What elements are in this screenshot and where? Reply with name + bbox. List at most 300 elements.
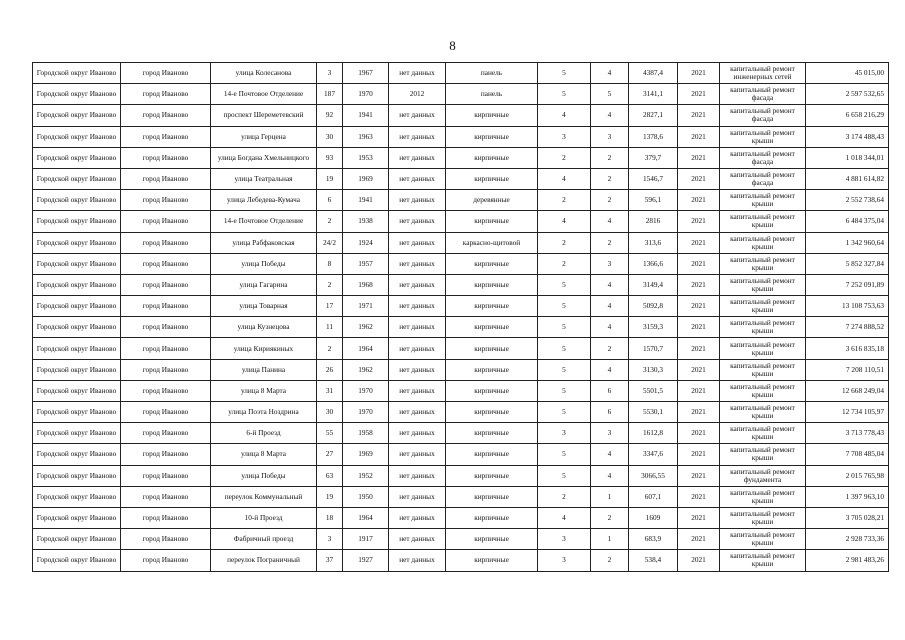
area-cell: 3130,3 [629,359,678,380]
municipality-cell: Городской округ Иваново [33,402,121,423]
year-built-cell: 1958 [343,423,389,444]
area-cell: 1570,7 [629,338,678,359]
wall-material-cell: каркасно-щитовой [446,232,538,253]
municipality-cell: Городской округ Иваново [33,529,121,550]
repair-year-cell: 2021 [678,423,720,444]
area-cell: 379,7 [629,147,678,168]
house-number-cell: 19 [317,168,343,189]
area-cell: 5092,8 [629,296,678,317]
cost-cell: 2 552 738,64 [806,190,889,211]
municipality-cell: Городской округ Иваново [33,126,121,147]
municipality-cell: Городской округ Иваново [33,317,121,338]
street-cell: улица 8 Марта [211,444,317,465]
cost-cell: 7 208 110,51 [806,359,889,380]
floors-cell: 2 [538,190,591,211]
wall-material-cell: кирпичные [446,274,538,295]
city-cell: город Иваново [121,444,211,465]
reconstruction-year-cell: нет данных [389,338,446,359]
cost-cell: 2 597 532,65 [806,84,889,105]
wall-material-cell: кирпичные [446,253,538,274]
table-row [33,63,889,84]
table-row [33,507,889,528]
table-row [33,423,889,444]
year-built-cell: 1952 [343,465,389,486]
repair-year-cell: 2021 [678,507,720,528]
city-cell: город Иваново [121,105,211,126]
table-row [33,190,889,211]
reconstruction-year-cell: нет данных [389,126,446,147]
reconstruction-year-cell: нет данных [389,444,446,465]
repair-year-cell: 2021 [678,380,720,401]
municipality-cell: Городской округ Иваново [33,380,121,401]
city-cell: город Иваново [121,274,211,295]
house-number-cell: 6 [317,190,343,211]
street-cell: улица Богдана Хмельницкого [211,147,317,168]
repair-year-cell: 2021 [678,126,720,147]
street-cell: переулок Пограничный [211,550,317,571]
entrances-cell: 2 [591,507,629,528]
floors-cell: 5 [538,465,591,486]
table-row [33,380,889,401]
work-type-cell: капитальный ремонт фундамента [720,465,806,486]
table-row [33,168,889,189]
municipality-cell: Городской округ Иваново [33,253,121,274]
cost-cell: 5 852 327,84 [806,253,889,274]
table-row [33,147,889,168]
reconstruction-year-cell: нет данных [389,423,446,444]
municipality-cell: Городской округ Иваново [33,274,121,295]
area-cell: 596,1 [629,190,678,211]
house-number-cell: 63 [317,465,343,486]
cost-cell: 3 713 778,43 [806,423,889,444]
street-cell: улица Поэта Ноздрина [211,402,317,423]
cost-cell: 2 928 733,36 [806,529,889,550]
reconstruction-year-cell: нет данных [389,168,446,189]
entrances-cell: 2 [591,147,629,168]
work-type-cell: капитальный ремонт крыши [720,550,806,571]
municipality-cell: Городской округ Иваново [33,190,121,211]
repair-year-cell: 2021 [678,253,720,274]
city-cell: город Иваново [121,402,211,423]
house-number-cell: 27 [317,444,343,465]
reconstruction-year-cell: нет данных [389,359,446,380]
year-built-cell: 1941 [343,105,389,126]
house-number-cell: 31 [317,380,343,401]
area-cell: 313,6 [629,232,678,253]
work-type-cell: капитальный ремонт крыши [720,296,806,317]
street-cell: улица Гагарина [211,274,317,295]
entrances-cell: 1 [591,529,629,550]
work-type-cell: капитальный ремонт крыши [720,359,806,380]
area-cell: 1378,6 [629,126,678,147]
table-row [33,529,889,550]
table-row [33,338,889,359]
floors-cell: 3 [538,423,591,444]
entrances-cell: 3 [591,126,629,147]
city-cell: город Иваново [121,63,211,84]
cost-cell: 13 108 753,63 [806,296,889,317]
city-cell: город Иваново [121,84,211,105]
municipality-cell: Городской округ Иваново [33,486,121,507]
street-cell: улица Товарная [211,296,317,317]
table-row [33,317,889,338]
year-built-cell: 1917 [343,529,389,550]
city-cell: город Иваново [121,211,211,232]
city-cell: город Иваново [121,253,211,274]
year-built-cell: 1970 [343,402,389,423]
wall-material-cell: кирпичные [446,402,538,423]
wall-material-cell: деревянные [446,190,538,211]
repair-year-cell: 2021 [678,529,720,550]
municipality-cell: Городской округ Иваново [33,507,121,528]
house-number-cell: 18 [317,507,343,528]
repair-year-cell: 2021 [678,338,720,359]
entrances-cell: 2 [591,232,629,253]
area-cell: 683,9 [629,529,678,550]
municipality-cell: Городской округ Иваново [33,465,121,486]
reconstruction-year-cell: нет данных [389,296,446,317]
cost-cell: 7 252 091,89 [806,274,889,295]
floors-cell: 4 [538,105,591,126]
table-row [33,550,889,571]
cost-cell: 6 658 216,29 [806,105,889,126]
work-type-cell: капитальный ремонт крыши [720,211,806,232]
wall-material-cell: кирпичные [446,444,538,465]
work-type-cell: капитальный ремонт крыши [720,486,806,507]
repair-year-cell: 2021 [678,105,720,126]
floors-cell: 5 [538,444,591,465]
repair-year-cell: 2021 [678,359,720,380]
city-cell: город Иваново [121,359,211,380]
entrances-cell: 5 [591,84,629,105]
page-number: 8 [449,38,456,53]
year-built-cell: 1968 [343,274,389,295]
floors-cell: 2 [538,486,591,507]
house-number-cell: 19 [317,486,343,507]
floors-cell: 3 [538,126,591,147]
street-cell: проспект Шереметевский [211,105,317,126]
municipality-cell: Городской округ Иваново [33,444,121,465]
reconstruction-year-cell: нет данных [389,63,446,84]
reconstruction-year-cell: нет данных [389,147,446,168]
housing-repair-table [32,62,889,572]
floors-cell: 5 [538,274,591,295]
entrances-cell: 3 [591,423,629,444]
cost-cell: 12 734 105,97 [806,402,889,423]
table-row [33,253,889,274]
table-row [33,486,889,507]
repair-year-cell: 2021 [678,550,720,571]
cost-cell: 1 342 960,64 [806,232,889,253]
year-built-cell: 1964 [343,507,389,528]
work-type-cell: капитальный ремонт инженерных сетей [720,63,806,84]
repair-year-cell: 2021 [678,147,720,168]
city-cell: город Иваново [121,423,211,444]
reconstruction-year-cell: нет данных [389,105,446,126]
cost-cell: 45 015,00 [806,63,889,84]
entrances-cell: 4 [591,444,629,465]
cost-cell: 12 668 249,04 [806,380,889,401]
street-cell: улица Панина [211,359,317,380]
entrances-cell: 3 [591,253,629,274]
cost-cell: 7 708 485,04 [806,444,889,465]
repair-year-cell: 2021 [678,296,720,317]
municipality-cell: Городской округ Иваново [33,232,121,253]
work-type-cell: капитальный ремонт крыши [720,232,806,253]
table-row [33,444,889,465]
area-cell: 3159,3 [629,317,678,338]
wall-material-cell: кирпичные [446,147,538,168]
floors-cell: 3 [538,529,591,550]
entrances-cell: 4 [591,465,629,486]
wall-material-cell: кирпичные [446,338,538,359]
table-row [33,126,889,147]
cost-cell: 3 616 835,18 [806,338,889,359]
street-cell: улица Кириякиных [211,338,317,359]
street-cell: улица Герцена [211,126,317,147]
city-cell: город Иваново [121,550,211,571]
wall-material-cell: панель [446,63,538,84]
street-cell: улица 8 Марта [211,380,317,401]
street-cell: 14-е Почтовое Отделение [211,84,317,105]
area-cell: 2827,1 [629,105,678,126]
entrances-cell: 4 [591,211,629,232]
repair-year-cell: 2021 [678,190,720,211]
street-cell: 14-е Почтовое Отделение [211,211,317,232]
entrances-cell: 4 [591,105,629,126]
floors-cell: 5 [538,84,591,105]
street-cell: 10-й Проезд [211,507,317,528]
work-type-cell: капитальный ремонт крыши [720,402,806,423]
work-type-cell: капитальный ремонт фасада [720,168,806,189]
street-cell: переулок Коммунальный [211,486,317,507]
municipality-cell: Городской округ Иваново [33,105,121,126]
area-cell: 5501,5 [629,380,678,401]
area-cell: 538,4 [629,550,678,571]
entrances-cell: 2 [591,338,629,359]
entrances-cell: 2 [591,168,629,189]
year-built-cell: 1971 [343,296,389,317]
year-built-cell: 1969 [343,168,389,189]
table-row [33,232,889,253]
year-built-cell: 1941 [343,190,389,211]
cost-cell: 1 018 344,01 [806,147,889,168]
wall-material-cell: кирпичные [446,211,538,232]
wall-material-cell: кирпичные [446,507,538,528]
entrances-cell: 2 [591,190,629,211]
year-built-cell: 1969 [343,444,389,465]
work-type-cell: капитальный ремонт крыши [720,507,806,528]
reconstruction-year-cell: нет данных [389,211,446,232]
municipality-cell: Городской округ Иваново [33,550,121,571]
municipality-cell: Городской округ Иваново [33,168,121,189]
repair-year-cell: 2021 [678,84,720,105]
table-row [33,402,889,423]
year-built-cell: 1950 [343,486,389,507]
house-number-cell: 2 [317,211,343,232]
year-built-cell: 1962 [343,359,389,380]
entrances-cell: 1 [591,486,629,507]
work-type-cell: капитальный ремонт крыши [720,126,806,147]
municipality-cell: Городской округ Иваново [33,359,121,380]
municipality-cell: Городской округ Иваново [33,84,121,105]
work-type-cell: капитальный ремонт крыши [720,444,806,465]
house-number-cell: 24/2 [317,232,343,253]
wall-material-cell: панель [446,84,538,105]
year-built-cell: 1970 [343,380,389,401]
municipality-cell: Городской округ Иваново [33,63,121,84]
repair-year-cell: 2021 [678,402,720,423]
cost-cell: 4 881 614,82 [806,168,889,189]
street-cell: Фабричный проезд [211,529,317,550]
year-built-cell: 1962 [343,317,389,338]
house-number-cell: 3 [317,63,343,84]
street-cell: улица Театральная [211,168,317,189]
cost-cell: 3 174 488,43 [806,126,889,147]
house-number-cell: 92 [317,105,343,126]
house-number-cell: 187 [317,84,343,105]
year-built-cell: 1963 [343,126,389,147]
reconstruction-year-cell: нет данных [389,380,446,401]
entrances-cell: 4 [591,317,629,338]
street-cell: 6-й Проезд [211,423,317,444]
municipality-cell: Городской округ Иваново [33,147,121,168]
city-cell: город Иваново [121,529,211,550]
wall-material-cell: кирпичные [446,550,538,571]
area-cell: 3149,4 [629,274,678,295]
area-cell: 607,1 [629,486,678,507]
house-number-cell: 55 [317,423,343,444]
area-cell: 2816 [629,211,678,232]
year-built-cell: 1964 [343,338,389,359]
entrances-cell: 4 [591,296,629,317]
wall-material-cell: кирпичные [446,317,538,338]
area-cell: 1609 [629,507,678,528]
table-row [33,84,889,105]
reconstruction-year-cell: нет данных [389,550,446,571]
work-type-cell: капитальный ремонт крыши [720,274,806,295]
city-cell: город Иваново [121,317,211,338]
year-built-cell: 1957 [343,253,389,274]
area-cell: 4387,4 [629,63,678,84]
house-number-cell: 93 [317,147,343,168]
floors-cell: 4 [538,211,591,232]
reconstruction-year-cell: нет данных [389,190,446,211]
area-cell: 1366,6 [629,253,678,274]
house-number-cell: 37 [317,550,343,571]
entrances-cell: 6 [591,402,629,423]
floors-cell: 3 [538,550,591,571]
floors-cell: 5 [538,359,591,380]
city-cell: город Иваново [121,338,211,359]
floors-cell: 2 [538,232,591,253]
floors-cell: 5 [538,63,591,84]
entrances-cell: 4 [591,274,629,295]
area-cell: 5530,1 [629,402,678,423]
area-cell: 3141,1 [629,84,678,105]
street-cell: улица Рабфаковская [211,232,317,253]
reconstruction-year-cell: нет данных [389,486,446,507]
city-cell: город Иваново [121,147,211,168]
floors-cell: 2 [538,147,591,168]
entrances-cell: 4 [591,359,629,380]
work-type-cell: капитальный ремонт фасада [720,84,806,105]
wall-material-cell: кирпичные [446,380,538,401]
city-cell: город Иваново [121,507,211,528]
work-type-cell: капитальный ремонт крыши [720,317,806,338]
reconstruction-year-cell: нет данных [389,465,446,486]
city-cell: город Иваново [121,380,211,401]
wall-material-cell: кирпичные [446,168,538,189]
street-cell: улица Лебедева-Кумача [211,190,317,211]
work-type-cell: капитальный ремонт крыши [720,423,806,444]
year-built-cell: 1967 [343,63,389,84]
reconstruction-year-cell: нет данных [389,232,446,253]
table-row [33,359,889,380]
street-cell: улица Кузнецова [211,317,317,338]
cost-cell: 1 397 963,10 [806,486,889,507]
floors-cell: 4 [538,507,591,528]
street-cell: улица Победы [211,253,317,274]
wall-material-cell: кирпичные [446,105,538,126]
area-cell: 1546,7 [629,168,678,189]
floors-cell: 5 [538,402,591,423]
reconstruction-year-cell: нет данных [389,402,446,423]
house-number-cell: 30 [317,402,343,423]
entrances-cell: 6 [591,380,629,401]
repair-year-cell: 2021 [678,211,720,232]
table-row [33,211,889,232]
house-number-cell: 11 [317,317,343,338]
municipality-cell: Городской округ Иваново [33,296,121,317]
work-type-cell: капитальный ремонт крыши [720,338,806,359]
street-cell: улица Колесанова [211,63,317,84]
area-cell: 3066,55 [629,465,678,486]
floors-cell: 5 [538,317,591,338]
reconstruction-year-cell: 2012 [389,84,446,105]
municipality-cell: Городской округ Иваново [33,338,121,359]
repair-year-cell: 2021 [678,168,720,189]
work-type-cell: капитальный ремонт фасада [720,147,806,168]
cost-cell: 2 015 765,98 [806,465,889,486]
wall-material-cell: кирпичные [446,486,538,507]
work-type-cell: капитальный ремонт фасада [720,105,806,126]
house-number-cell: 2 [317,338,343,359]
repair-year-cell: 2021 [678,63,720,84]
city-cell: город Иваново [121,168,211,189]
table-row [33,105,889,126]
cost-cell: 7 274 888,52 [806,317,889,338]
city-cell: город Иваново [121,126,211,147]
house-number-cell: 26 [317,359,343,380]
area-cell: 1612,8 [629,423,678,444]
reconstruction-year-cell: нет данных [389,274,446,295]
work-type-cell: капитальный ремонт крыши [720,529,806,550]
year-built-cell: 1953 [343,147,389,168]
city-cell: город Иваново [121,465,211,486]
house-number-cell: 2 [317,274,343,295]
floors-cell: 2 [538,253,591,274]
cost-cell: 2 981 483,26 [806,550,889,571]
work-type-cell: капитальный ремонт крыши [720,190,806,211]
street-cell: улица Победы [211,465,317,486]
city-cell: город Иваново [121,190,211,211]
house-number-cell: 8 [317,253,343,274]
reconstruction-year-cell: нет данных [389,253,446,274]
repair-year-cell: 2021 [678,465,720,486]
work-type-cell: капитальный ремонт крыши [720,380,806,401]
work-type-cell: капитальный ремонт крыши [720,253,806,274]
